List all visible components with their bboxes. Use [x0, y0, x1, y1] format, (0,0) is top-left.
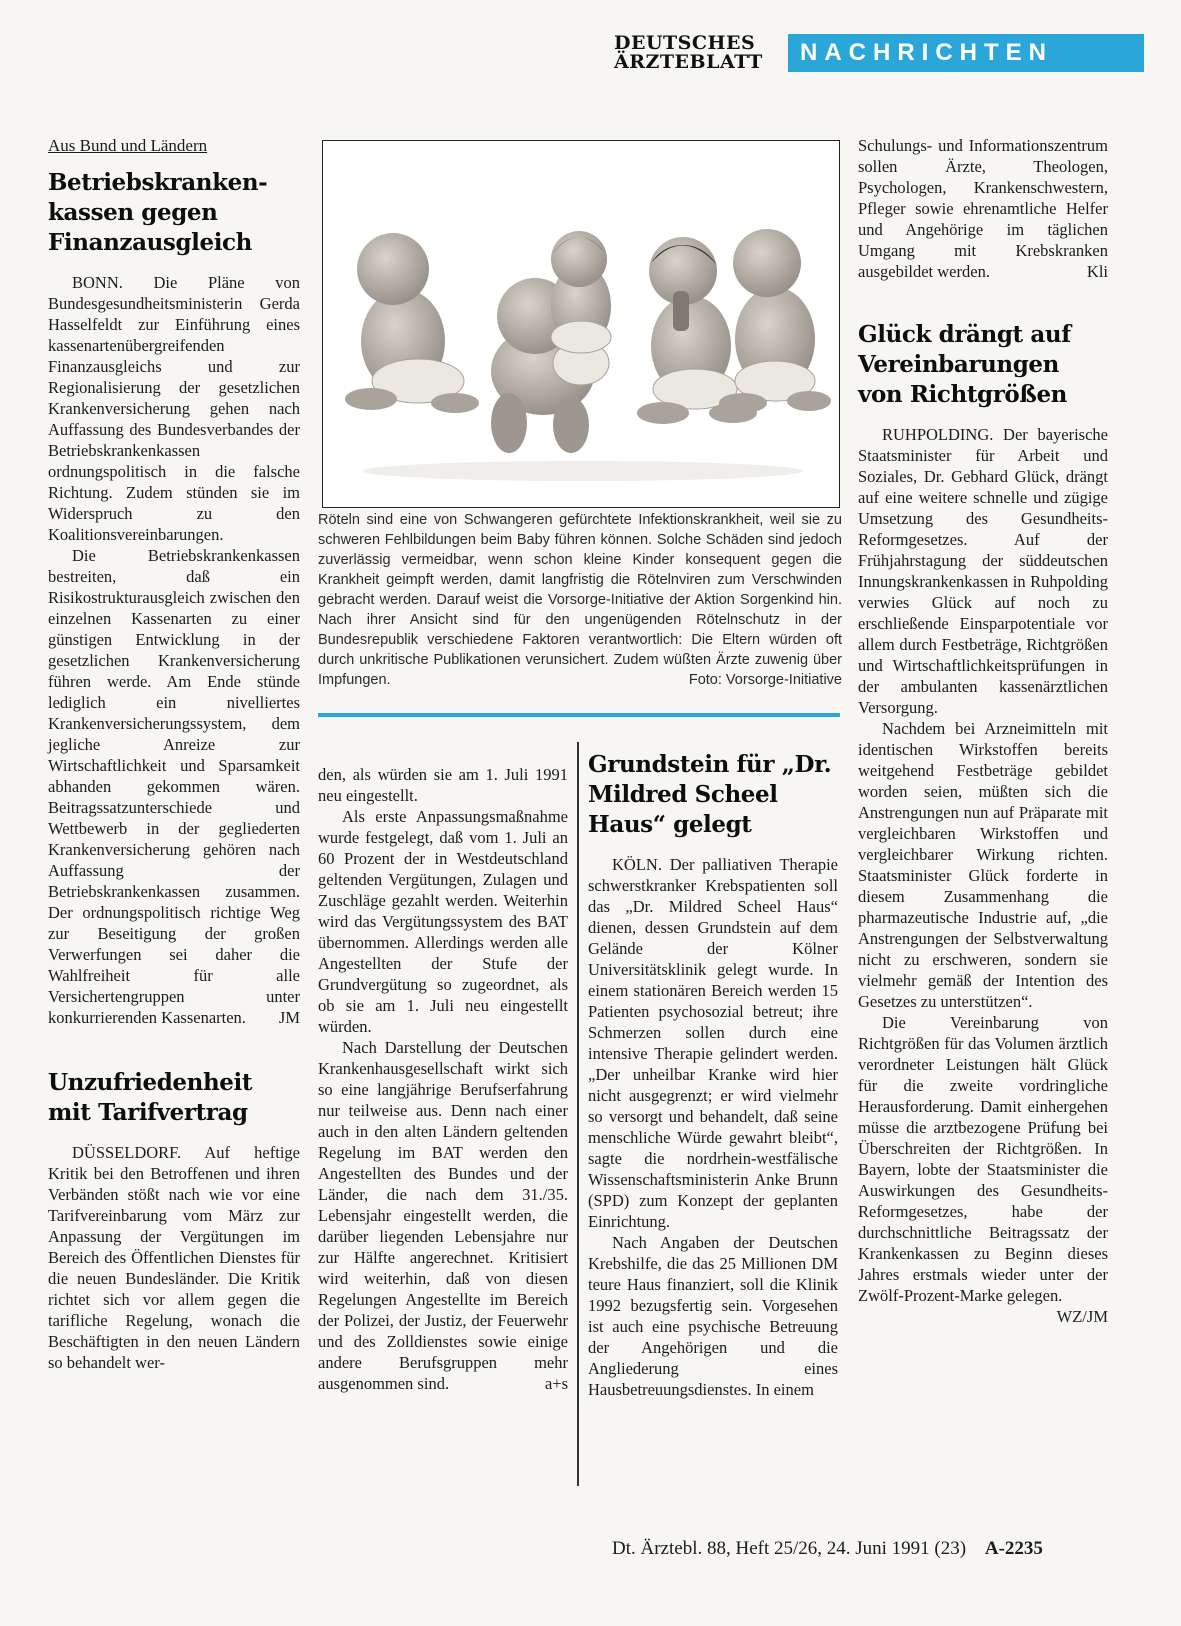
article-text: Schulungs- und Informationszentrum sollen Ärzte, Theologen, Psychologen, Krankenschwestern, Pfleger sowie ehrenamtliche Helfer und Angehörige im täglichen Umgang mit Krebskranken ausgebildet werden.: [858, 136, 1108, 281]
article-paragraph: BONN. Die Pläne von Bundesgesundheitsministerin Gerda Hasselfeldt zur Einführung eines kassenartenübergreifenden Finanzausgleichs und zur Regionalisierung der gesetzlichen Krankenversicherung gehen nach Auffassung des Bundesverbandes der Betriebskrankenkassen ordnungspolitisch in die falsche Richtung. Zudem stünden sie im Widerspruch zu den Koalitionsvereinbarungen.: [48, 273, 300, 544]
article-paragraph: [858, 1012, 1108, 1326]
article-paragraph: [318, 1037, 568, 1394]
column-1: [48, 135, 300, 1373]
author-signature: a+s: [544, 1374, 568, 1393]
article-paragraph: DÜSSELDORF. Auf heftige Kritik bei den Betroffenen und ihren Verbänden stößt nach wie vor eine Tarifvereinbarung vom März zur Anpassung der Vergütungen im Bereich des Öffentlichen Dienstes für die neuen Bundesländer. Die Kritik richtet sich vor allem gegen die tarifliche Regelung, wonach die Beschäftigten in den neuen Ländern so behandelt wer-: [48, 1143, 300, 1372]
page-footer: [612, 1538, 1112, 1560]
article-text: Die Vereinbarung von Richtgrößen für das Volumen ärztlich verordneter Leistungen hält Glück für die zweite vordringliche Herausforderung. Damit einhergehen müsse die arztbezogene Prüfung bei Überschreiten der Richtgrößen. In Bayern, lobte der Staatsminister die Auswirkungen des Gesundheits-Reformgesetzes, habe der durchschnittliche Beitragssatz der Krankenkassen zu Beginn dieses Jahres erstmals wieder unter der Zwölf-Prozent-Marke gelegen.: [858, 1013, 1108, 1305]
logo-line-1: DEUTSCHES: [614, 32, 756, 54]
babies-photo-illustration: [323, 141, 839, 507]
article-paragraph: Nachdem bei Arzneimitteln mit identischen Wirkstoffen bereits weitgehend Festbeträge gebildet worden seien, müßten sich die Anstrengungen nun auf Präparate mit vergleichbaren Wirkstoffen und vergleichbarer Wirkung richten. Staatsminister Glück forderte in diesem Zusammenhang die pharmazeutische Industrie auf, „die Anstrengungen der Selbstverwaltung nicht zu erschweren, sondern sie vielmehr gemäß der Intention des Gesetzes zu unterstützen“.: [858, 719, 1108, 1011]
article-text: Nach Darstellung der Deutschen Krankenhausgesellschaft wirkt sich so eine langjährige Berufserfahrung nur teilweise aus. Denn nach einer auch in den alten Ländern geltenden Regelung im BAT werden den Angestellten des Bundes und der Länder, die nach dem 31./35. Lebensjahr eingestellt werden, die darüber liegenden Lebensjahre nur zur Hälfte angerechnet. Kritisiert wird weiterhin, daß von diesen Regelungen Angestellte im Bereich der Polizei, der Justiz, der Feuerwehr und des Zolldienstes sowie einige andere Berufsgruppen mehr ausgenommen sind.: [318, 1038, 568, 1393]
headline-grundstein: Grundstein für „Dr. Mildred Scheel Haus“ gelegt: [588, 751, 832, 838]
section-kicker: Aus Bund und Ländern: [48, 136, 208, 155]
article-paragraph: den, als würden sie am 1. Juli 1991 neu eingestellt.: [318, 765, 568, 805]
photo-credit: Foto: Vorsorge-Initiative: [688, 672, 842, 688]
headline-glueck: Glück drängt auf Vereinbarungen von Richtgrößen: [858, 321, 1071, 408]
column-2: [318, 764, 568, 1394]
photo-babies: [322, 140, 840, 508]
masthead: [614, 34, 1144, 76]
publication-logo: [614, 34, 784, 72]
caption-text: Röteln sind eine von Schwangeren gefürchtete Infektionskrankheit, weil sie zu schweren Fehlbildungen beim Baby führen können. Solche Schäden sind jedoch zuverlässig vermeidbar, wenn schon kleine Kinder konsequent gegen die Krankheit geimpft werden, damit langfristig die Rötelnviren zum Verschwinden gebracht werden. Darauf weist die Vorsorge-Initiative der Aktion Sorgenkind hin. Nach ihrer Ansicht sind für den ungenügenden Rötelnschutz in der Bundesrepublik verschiedene Faktoren verantwortlich: Die Eltern würden oft durch unkritische Publikationen verunsichert. Zudem wüßten Ärzte zuwenig über Impfungen.: [318, 512, 842, 688]
article-paragraph: [858, 135, 1108, 282]
citation: Dt. Ärztebl. 88, Heft 25/26, 24. Juni 1991 (23): [612, 1538, 967, 1559]
article-text: Die Betriebskrankenkassen bestreiten, daß ein Risikostrukturausgleich zwischen den einzelnen Kassenarten zu einer günstigen Entwicklung in der gesetzlichen Krankenversicherung führen werde. Am Ende stünde lediglich ein nivelliertes Krankenversicherungssystem, dem jegliche Anreize zur Wirtschaftlichkeit und Sparsamkeit abhanden gekommen wären. Beitragssatzunterschiede und Wettbewerb in der gegliederten Krankenversicherung gehören nach Auffassung der Betriebskrankenkassen zusammen. Der ordnungspolitisch richtige Weg zur Beseitigung der großen Verwerfungen sei daher die Wahlfreiheit für alle Versichertengruppen unter konkurrierenden Kassenarten.: [48, 546, 300, 1027]
column-divider: [577, 742, 579, 1486]
page-number: A-2235: [984, 1538, 1043, 1559]
article-paragraph: [48, 545, 300, 1028]
column-4: [858, 135, 1108, 1327]
headline-betriebskrankenkassen: Betriebskranken- kassen gegen Finanzausgleich: [48, 169, 268, 256]
logo-line-2: ÄRZTEBLATT: [614, 51, 763, 73]
author-signature: Kli: [1086, 262, 1108, 281]
article-paragraph: Als erste Anpassungsmaßnahme wurde festgelegt, daß vom 1. Juli an 60 Prozent der in Westdeutschland geltenden Vergütungen, Zulagen und Zuschläge gezahlt werden. Weiterhin wird das Vergütungssystem des BAT übernommen. Allerdings werden alle Angestellten der Stufe der Grundvergütung so zugeordnet, als ob sie am 1. Juli neu eingestellt würden.: [318, 807, 568, 1036]
article-paragraph: RUHPOLDING. Der bayerische Staatsminister für Arbeit und Soziales, Dr. Gebhard Glück, drängt auf eine weitere schnelle und zügige Umsetzung des Gesundheits-Reformgesetzes. Auf der Frühjahrstagung der süddeutschen Innungskrankenkassen in Ruhpolding verwies Glück auf noch zu erschließende Einsparpotentiale vor allem durch Festbeträge, Richtgrößen und Wirtschaftlichkeitsprüfungen in der ambulanten kassenärztlichen Versorgung.: [858, 425, 1108, 717]
author-signature: WZ/JM: [1056, 1307, 1108, 1326]
section-banner: NACHRICHTEN: [788, 34, 1144, 72]
author-signature: JM: [278, 1008, 300, 1027]
column-3: [588, 750, 838, 1400]
article-paragraph: Nach Angaben der Deutschen Krebshilfe, die das 25 Millionen DM teure Haus finanziert, soll die Klinik 1992 bezugsfertig sein. Vorgesehen ist auch eine psychische Betreuung der Angehörigen und die Angliederung eines Hausbetreuungsdienstes. In einem: [588, 1233, 838, 1399]
headline-unzufriedenheit: Unzufriedenheit mit Tarifvertrag: [48, 1069, 253, 1126]
article-paragraph: KÖLN. Der palliativen Therapie schwerstkranker Krebspatienten soll das „Dr. Mildred Scheel Haus“ dienen, dessen Grundstein auf dem Gelände der Kölner Universitätsklinik gelegt wurde. In einem stationären Bereich werden 15 Patienten psychosozial betreut; ihre Schmerzen sollen durch eine intensive Therapie gelindert werden. „Der unheilbar Kranke wird hier nicht ausgegrenzt; er wird vielmehr so versorgt und behandelt, daß seine menschliche Würde gewahrt bleibt“, sagte die nordrhein-westfälische Wissenschaftsministerin Anke Brunn (SPD) zum Konzept der geplanten Einrichtung.: [588, 855, 838, 1231]
photo-caption: [318, 510, 842, 690]
blue-divider: [318, 713, 840, 717]
